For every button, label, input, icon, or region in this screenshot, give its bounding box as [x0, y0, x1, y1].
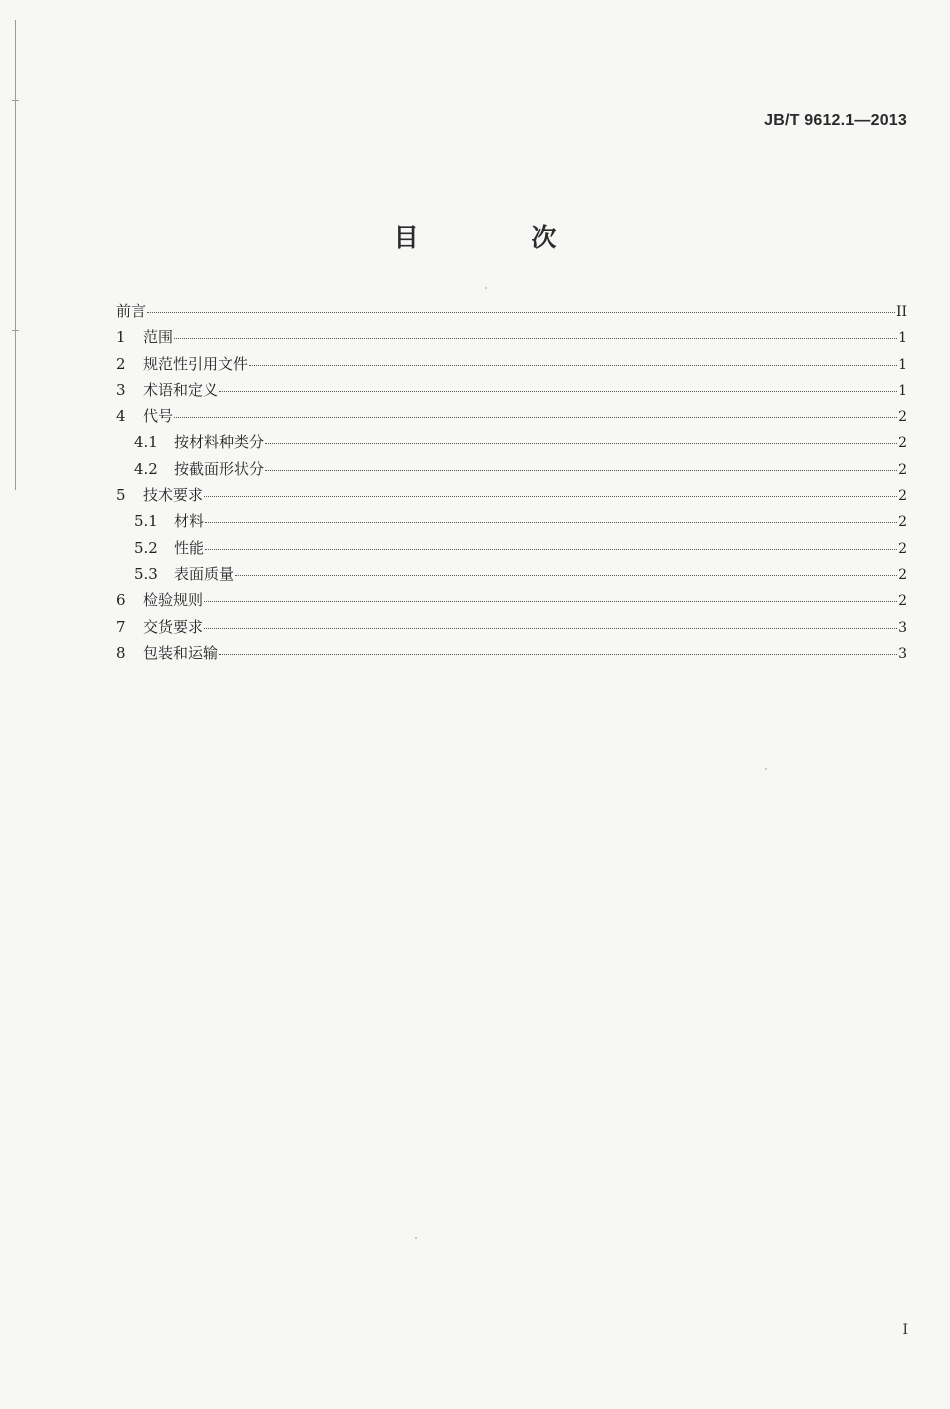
toc-entry-4[interactable] — [116, 405, 907, 431]
toc-entry-number: 4.2 — [134, 459, 158, 478]
toc-entry-number: 2 — [116, 354, 126, 373]
toc-entry-5-1[interactable] — [116, 510, 907, 536]
toc-entry-page: 2 — [898, 566, 907, 583]
toc-entry-number: 1 — [116, 328, 126, 347]
page-title: 目 次 — [393, 223, 609, 252]
toc-entry-page: 2 — [898, 409, 907, 426]
toc-entry-4-2[interactable] — [116, 458, 907, 484]
toc-leader-dots — [174, 337, 897, 339]
toc-entry-number: 7 — [116, 617, 126, 636]
toc-entry-2[interactable] — [116, 353, 907, 379]
toc-entry-3[interactable] — [116, 379, 907, 405]
toc-entry-label: 代号 — [143, 407, 174, 426]
toc-entry-number: 6 — [116, 591, 126, 610]
toc-leader-dots — [204, 600, 897, 602]
toc-leader-dots — [205, 521, 897, 523]
toc-leader-dots — [205, 548, 897, 550]
toc-leader-dots — [174, 416, 897, 418]
toc-entry-page: 1 — [898, 382, 907, 399]
standard-code: JB/T 9612.1—2013 — [764, 112, 907, 129]
toc-entry-label: 按材料种类分 — [174, 433, 265, 452]
toc-leader-dots — [219, 390, 897, 392]
toc-entry-page: 3 — [898, 619, 907, 636]
toc-entry-number: 5.3 — [134, 564, 158, 583]
toc-entry-page: 3 — [898, 645, 907, 662]
toc-entry-label: 按截面形状分 — [174, 459, 265, 478]
toc-entry-number: 8 — [116, 643, 126, 662]
toc-entry-7[interactable] — [116, 616, 907, 642]
table-of-contents — [116, 300, 907, 668]
toc-entry-page: 2 — [898, 540, 907, 557]
toc-entry-number: 5 — [116, 486, 126, 505]
toc-entry-5[interactable] — [116, 484, 907, 510]
toc-entry-label: 交货要求 — [143, 617, 204, 636]
toc-entry-page: 1 — [898, 330, 907, 347]
toc-entry-label: 检验规则 — [143, 591, 204, 610]
toc-entry-page: 2 — [898, 461, 907, 478]
binding-tick — [12, 330, 19, 331]
toc-entry-label: 材料 — [174, 512, 205, 531]
toc-entry-label: 前言 — [116, 302, 147, 320]
toc-entry-5-3[interactable] — [116, 563, 907, 589]
toc-entry-number: 5.2 — [134, 538, 158, 557]
toc-leader-dots — [265, 469, 897, 471]
toc-leader-dots — [249, 364, 897, 366]
toc-entry-label: 技术要求 — [143, 486, 204, 505]
toc-leader-dots — [265, 442, 897, 444]
toc-entry-6[interactable] — [116, 589, 907, 615]
scan-speck — [415, 1237, 417, 1239]
toc-entry-page: 2 — [898, 593, 907, 610]
toc-leader-dots — [204, 627, 897, 629]
toc-entry-page: 2 — [898, 435, 907, 452]
toc-entry-label: 规范性引用文件 — [143, 354, 249, 373]
toc-entry-1[interactable] — [116, 326, 907, 352]
toc-entry-number: 4.1 — [134, 433, 158, 452]
binding-margin-line — [15, 20, 16, 490]
toc-leader-dots — [204, 495, 897, 497]
toc-entry-5-2[interactable] — [116, 537, 907, 563]
toc-entry-page: II — [895, 304, 907, 320]
scan-speck — [765, 768, 767, 770]
toc-entry-page: 2 — [898, 488, 907, 505]
toc-entry-4-1[interactable] — [116, 431, 907, 457]
toc-entry-page: 1 — [898, 356, 907, 373]
toc-entry-number: 5.1 — [134, 512, 158, 531]
scan-speck — [485, 287, 487, 289]
toc-entry-label: 术语和定义 — [143, 380, 219, 399]
toc-leader-dots — [147, 311, 895, 313]
toc-entry-label: 表面质量 — [174, 564, 235, 583]
toc-leader-dots — [219, 653, 897, 655]
page-number: I — [902, 1322, 908, 1338]
binding-tick — [12, 100, 19, 101]
toc-entry-foreword[interactable] — [116, 300, 907, 326]
toc-entry-label: 性能 — [174, 538, 205, 557]
toc-entry-number: 4 — [116, 407, 126, 426]
toc-entry-label: 范围 — [143, 328, 174, 347]
toc-entry-label: 包装和运输 — [143, 643, 219, 662]
toc-entry-page: 2 — [898, 514, 907, 531]
toc-entry-number: 3 — [116, 380, 126, 399]
toc-leader-dots — [235, 574, 897, 576]
toc-entry-8[interactable] — [116, 642, 907, 668]
